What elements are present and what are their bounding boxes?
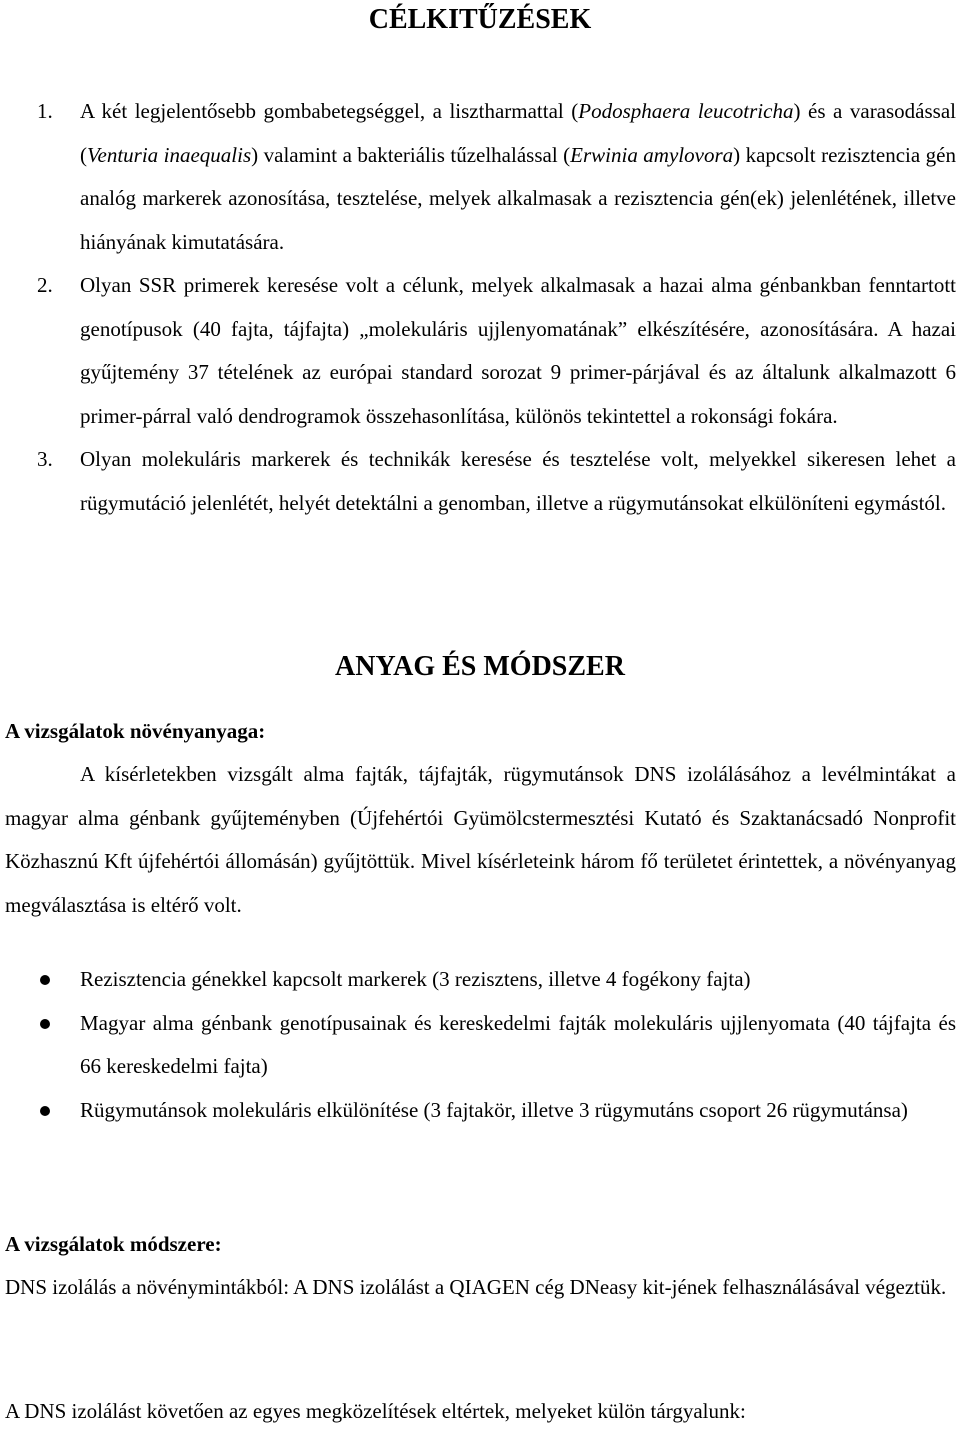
goal-number: 3. — [37, 447, 53, 471]
material-heading: A vizsgálatok növényanyaga: — [5, 719, 266, 743]
goal-item-3 — [0, 438, 956, 525]
list-item: Rügymutánsok molekuláris elkülönítése (3 fajtakör, illetve 3 rügymutáns csoport 26 rügymutánsa) — [0, 1089, 956, 1133]
methods-title: ANYAG ÉS MÓDSZER — [335, 651, 625, 682]
closing-paragraph: A DNS izolálást követően az egyes megközelítések eltértek, melyeket külön tárgyalunk: — [5, 1399, 746, 1423]
goals-title: CÉLKITŰZÉSEK — [368, 4, 592, 35]
bullet-icon — [40, 1106, 50, 1116]
goal-text: A két legjelentősebb gombabetegséggel, a lisztharmattal (Podosphaera leucotricha) és a varasodással (Venturia inaequalis) valamint a bakteriális tűzelhalással (Erwinia amylovora) kapcsolt rezisztencia gén analóg markerek azonosítása, tesztelése, melyek alkalmasak a rezisztencia gén(ek) jelenlétének, illetve hiányának kimutatására. — [80, 99, 957, 254]
goal-number: 1. — [37, 99, 53, 123]
goals-list — [0, 90, 960, 525]
goal-text: Olyan molekuláris markerek és technikák keresése és tesztelése volt, melyekkel sikeresen lehet a rügymutáció jelenlétét, helyét detektálni a genomban, illetve a rügymutánsokat elkülöníteni egymástól. — [80, 447, 956, 515]
method-heading: A vizsgálatok módszere: — [5, 1232, 222, 1256]
goal-item-1 — [0, 90, 956, 264]
goal-number: 2. — [37, 273, 53, 297]
material-paragraph: A kísérletekben vizsgált alma fajták, tájfajták, rügymutánsok DNS izolálásához a levélmintákat a magyar alma génbank gyűjteményben (Újfehértói Gyümölcstermesztési Kutató és Szaktanácsadó Nonprofit Közhasznú Kft újfehértói állomásán) gyűjtöttük. Mivel kísérleteink három fő területet érintettek, a növényanyag megválasztása is eltérő volt. — [5, 762, 956, 917]
material-bullet-list — [0, 958, 960, 1132]
goal-item-2 — [0, 264, 956, 438]
bullet-icon — [40, 1019, 50, 1029]
goal-text: Olyan SSR primerek keresése volt a célunk, melyek alkalmasak a hazai alma génbankban fenntartott genotípusok (40 fajta, tájfajta) „molekuláris ujjlenyomatának” elkészítésére, azonosítására. A hazai gyűjtemény 37 tételének az európai standard sorozat 9 primer-párjával és az általunk alkalmazott 6 primer-párral való dendrogramok összehasonlítása, különös tekintettel a rokonsági fokára. — [80, 273, 956, 428]
list-item: Magyar alma génbank genotípusainak és kereskedelmi fajták molekuláris ujjlenyomata (40 tájfajta és 66 kereskedelmi fajta) — [0, 1002, 956, 1089]
bullet-icon — [40, 975, 50, 985]
dns-isolation-paragraph: DNS izolálás a növénymintákból: A DNS izolálást a QIAGEN cég DNeasy kit-jének felhasználásával végeztük. — [5, 1275, 947, 1299]
list-item: Rezisztencia génekkel kapcsolt markerek (3 rezisztens, illetve 4 fogékony fajta) — [0, 958, 956, 1002]
